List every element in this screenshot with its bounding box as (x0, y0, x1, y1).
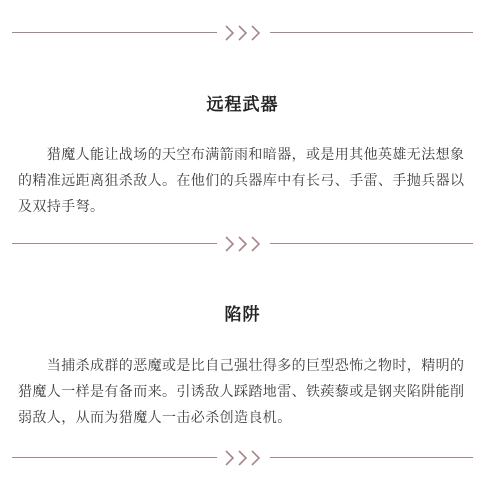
section-body: 当捕杀成群的恶魔或是比自己强壮得多的巨型恐怖之物时，精明的猎魔人一样是有备而来。引诱敌人踩踏地雷、铁蒺藜或是钢夹陷阱能削弱敌人，从而为猎魔人一击必杀创造良机。 (18, 358, 465, 426)
section-title: 远程武器 (206, 95, 279, 115)
divider-line-right (270, 457, 473, 458)
section-divider-middle (12, 234, 473, 254)
triple-chevron-right-icon (224, 448, 264, 468)
divider-line-left (12, 243, 217, 244)
section-title: 陷阱 (224, 305, 261, 325)
divider-line-right (270, 243, 473, 244)
divider-line-right (270, 32, 473, 33)
section-body: 猎魔人能让战场的天空布满箭雨和暗器，或是用其他英雄无法想象的精准远距离狙杀敌人。在他们的兵器库中有长弓、手雷、手抛兵器以及双持手弩。 (18, 147, 465, 215)
triple-chevron-right-icon (224, 234, 264, 254)
section-divider-bottom (12, 448, 473, 468)
triple-chevron-right-icon (224, 23, 264, 43)
divider-line-left (12, 32, 217, 33)
section-divider-top (12, 23, 473, 43)
divider-line-left (12, 457, 217, 458)
